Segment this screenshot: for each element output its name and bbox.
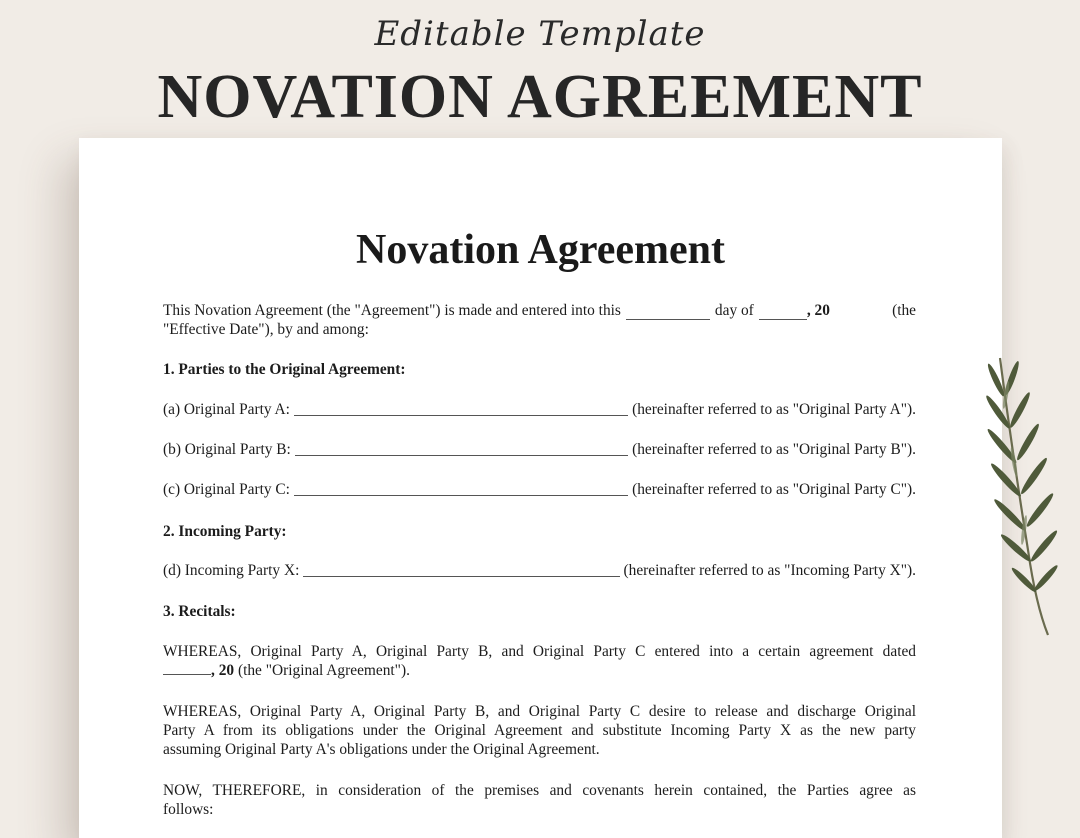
now-therefore (163, 781, 916, 819)
section-1-heading: 1. Parties to the Original Agreement: (163, 361, 406, 378)
intro-text-3: (the (892, 302, 916, 319)
party-b-suffix: (hereinafter referred to as "Original Party B"). (632, 441, 916, 458)
intro-text-1: This Novation Agreement (the "Agreement") is made and entered into this (163, 302, 621, 319)
day-blank[interactable] (626, 307, 710, 320)
recital-1 (163, 642, 916, 680)
party-a-label: (a) Original Party A: (163, 401, 290, 418)
recital-2 (163, 702, 916, 759)
month-blank[interactable] (759, 307, 807, 320)
party-a-suffix: (hereinafter referred to as "Original Party A"). (632, 401, 916, 418)
recital-date-blank[interactable] (163, 662, 211, 675)
rosemary-sprig-icon (978, 350, 1068, 640)
party-a-blank[interactable] (294, 401, 628, 416)
recital-1-line-1: WHEREAS, Original Party A, Original Party B, and Original Party C entered into a certain agreement dated (163, 643, 916, 660)
party-x-row (163, 561, 916, 580)
main-heading: NOVATION AGREEMENT (157, 63, 923, 131)
recital-1-rest: (the "Original Agreement"). (237, 662, 410, 679)
section-2-heading: 2. Incoming Party: (163, 523, 287, 540)
document-title: Novation Agreement (356, 227, 725, 273)
section-3-heading: 3. Recitals: (163, 603, 236, 620)
party-a-row (163, 400, 916, 419)
recital-year: , 20 (211, 662, 235, 679)
document-page (79, 138, 1002, 838)
intro-text-2: day of (714, 302, 754, 319)
party-c-label: (c) Original Party C: (163, 481, 290, 498)
party-x-label: (d) Incoming Party X: (163, 562, 300, 579)
party-b-row (163, 440, 916, 459)
party-c-blank[interactable] (294, 481, 628, 496)
recital-2-line-2: Party A from its obligations under the Original Agreement and substitute Incoming Party X as the new party (163, 722, 916, 739)
recital-2-line-3: assuming Original Party A's obligations under the Original Agreement. (163, 741, 600, 758)
party-x-suffix: (hereinafter referred to as "Incoming Party X"). (623, 562, 916, 579)
script-title: Editable Template (374, 14, 706, 54)
recital-1-line-2 (163, 661, 916, 680)
intro-line-2: "Effective Date"), by and among: (163, 321, 369, 338)
intro-year: , 20 (806, 302, 830, 319)
intro-paragraph (163, 301, 916, 339)
party-c-suffix: (hereinafter referred to as "Original Party C"). (632, 481, 916, 498)
recital-2-line-1: WHEREAS, Original Party A, Original Party B, and Original Party C desire to release and discharge Original (163, 703, 916, 720)
party-x-blank[interactable] (303, 562, 619, 577)
party-b-blank[interactable] (295, 441, 628, 456)
now-therefore-line-2: follows: (163, 801, 214, 818)
party-b-label: (b) Original Party B: (163, 441, 291, 458)
now-therefore-line-1: NOW, THEREFORE, in consideration of the premises and covenants herein contained, the Parties agree as (163, 782, 916, 799)
party-c-row (163, 480, 916, 499)
